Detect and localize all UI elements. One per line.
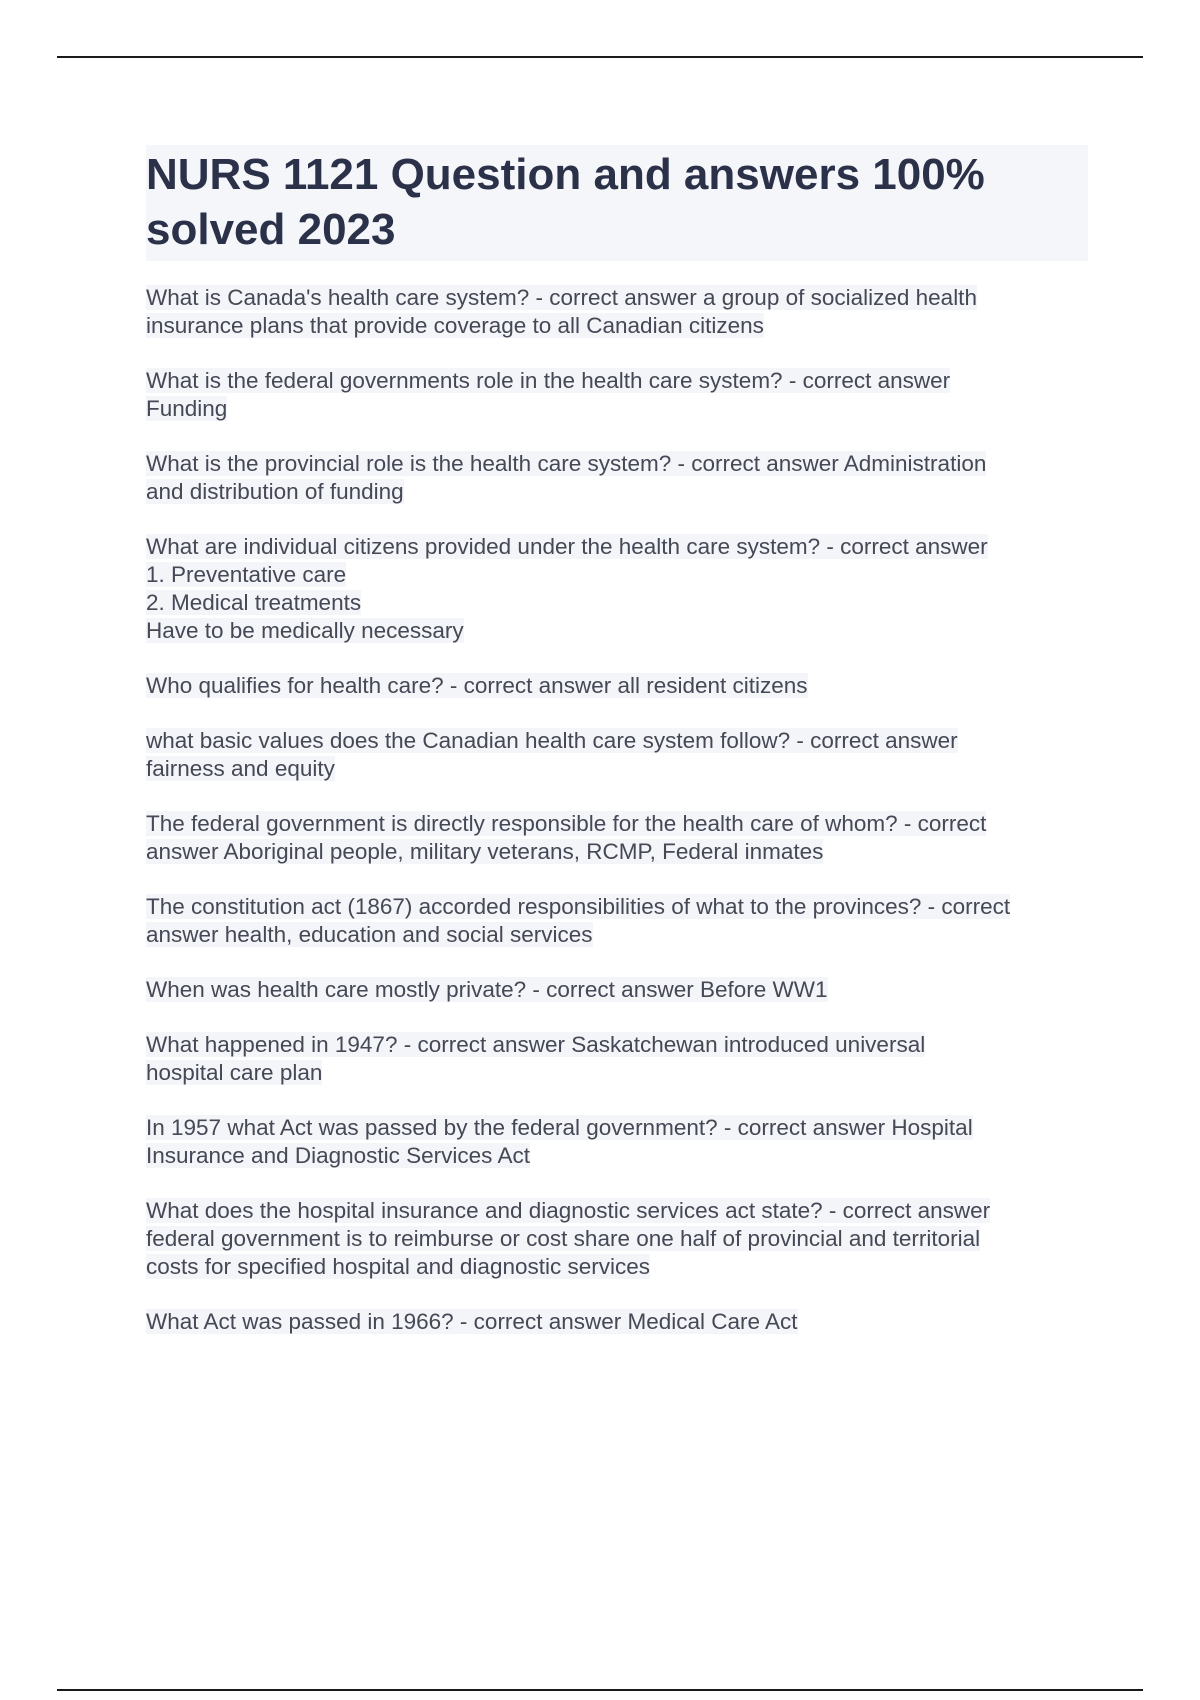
qa-text: answer health, education and social services <box>146 922 593 947</box>
qa-answer-line <box>146 617 1096 645</box>
qa-answer-line <box>146 312 1096 340</box>
qa-item <box>146 1114 1096 1170</box>
qa-text: Who qualifies for health care? - correct answer all resident citizens <box>146 673 808 698</box>
qa-text: Have to be medically necessary <box>146 618 464 643</box>
qa-answer-line <box>146 1225 1096 1253</box>
qa-text: answer Aboriginal people, military veterans, RCMP, Federal inmates <box>146 839 824 864</box>
qa-text: hospital care plan <box>146 1060 323 1085</box>
qa-text: insurance plans that provide coverage to all Canadian citizens <box>146 313 764 338</box>
qa-text: What Act was passed in 1966? - correct answer Medical Care Act <box>146 1309 798 1334</box>
qa-question-line <box>146 533 1096 561</box>
qa-text: 1. Preventative care <box>146 562 347 587</box>
qa-item <box>146 450 1096 506</box>
qa-answer-line <box>146 1253 1096 1281</box>
qa-text: and distribution of funding <box>146 479 404 504</box>
page-title <box>146 147 1088 257</box>
title-line-2: solved 2023 <box>146 205 396 254</box>
qa-question-line <box>146 284 1096 312</box>
qa-item <box>146 893 1096 949</box>
footer-rule <box>57 1689 1143 1691</box>
qa-answer-line <box>146 1142 1096 1170</box>
qa-answer-line <box>146 589 1096 617</box>
qa-question-line <box>146 450 1096 478</box>
qa-answer-line <box>146 838 1096 866</box>
qa-text: The constitution act (1867) accorded responsibilities of what to the provinces? - correct <box>146 894 1011 919</box>
qa-item <box>146 367 1096 423</box>
title-line-1: NURS 1121 Question and answers 100% <box>146 150 985 199</box>
qa-text: What is the federal governments role in the health care system? - correct answer <box>146 368 951 393</box>
qa-list <box>146 284 1096 1363</box>
qa-item <box>146 284 1096 340</box>
qa-item <box>146 533 1096 645</box>
qa-answer-line <box>146 755 1096 783</box>
qa-text: The federal government is directly responsible for the health care of whom? - correct <box>146 811 987 836</box>
qa-question-line <box>146 1308 1096 1336</box>
qa-item <box>146 727 1096 783</box>
qa-question-line <box>146 810 1096 838</box>
qa-item <box>146 976 1096 1004</box>
qa-text: fairness and equity <box>146 756 335 781</box>
qa-text: What is Canada's health care system? - correct answer a group of socialized health <box>146 285 977 310</box>
qa-answer-line <box>146 478 1096 506</box>
qa-question-line <box>146 367 1096 395</box>
qa-answer-line <box>146 1059 1096 1087</box>
qa-item <box>146 1197 1096 1281</box>
qa-text: What does the hospital insurance and diagnostic services act state? - correct answer <box>146 1198 991 1223</box>
qa-answer-line <box>146 561 1096 589</box>
qa-item <box>146 672 1096 700</box>
qa-text: Insurance and Diagnostic Services Act <box>146 1143 530 1168</box>
qa-text: What happened in 1947? - correct answer Saskatchewan introduced universal <box>146 1032 926 1057</box>
qa-question-line <box>146 672 1096 700</box>
qa-text: When was health care mostly private? - correct answer Before WW1 <box>146 977 828 1002</box>
qa-item <box>146 1308 1096 1336</box>
qa-question-line <box>146 893 1096 921</box>
qa-question-line <box>146 1114 1096 1142</box>
qa-text: Funding <box>146 396 228 421</box>
qa-item <box>146 1031 1096 1087</box>
qa-answer-line <box>146 921 1096 949</box>
qa-answer-line <box>146 395 1096 423</box>
qa-item <box>146 810 1096 866</box>
qa-text: What are individual citizens provided under the health care system? - correct answer <box>146 534 988 559</box>
header-rule <box>57 56 1143 58</box>
qa-question-line <box>146 1031 1096 1059</box>
qa-question-line <box>146 976 1096 1004</box>
qa-text: costs for specified hospital and diagnostic services <box>146 1254 651 1279</box>
title-block <box>146 145 1088 261</box>
qa-text: In 1957 what Act was passed by the federal government? - correct answer Hospital <box>146 1115 973 1140</box>
qa-text: 2. Medical treatments <box>146 590 362 615</box>
qa-question-line <box>146 1197 1096 1225</box>
qa-text: federal government is to reimburse or cost share one half of provincial and territorial <box>146 1226 981 1251</box>
qa-question-line <box>146 727 1096 755</box>
qa-text: What is the provincial role is the health care system? - correct answer Administration <box>146 451 987 476</box>
qa-text: what basic values does the Canadian health care system follow? - correct answer <box>146 728 958 753</box>
